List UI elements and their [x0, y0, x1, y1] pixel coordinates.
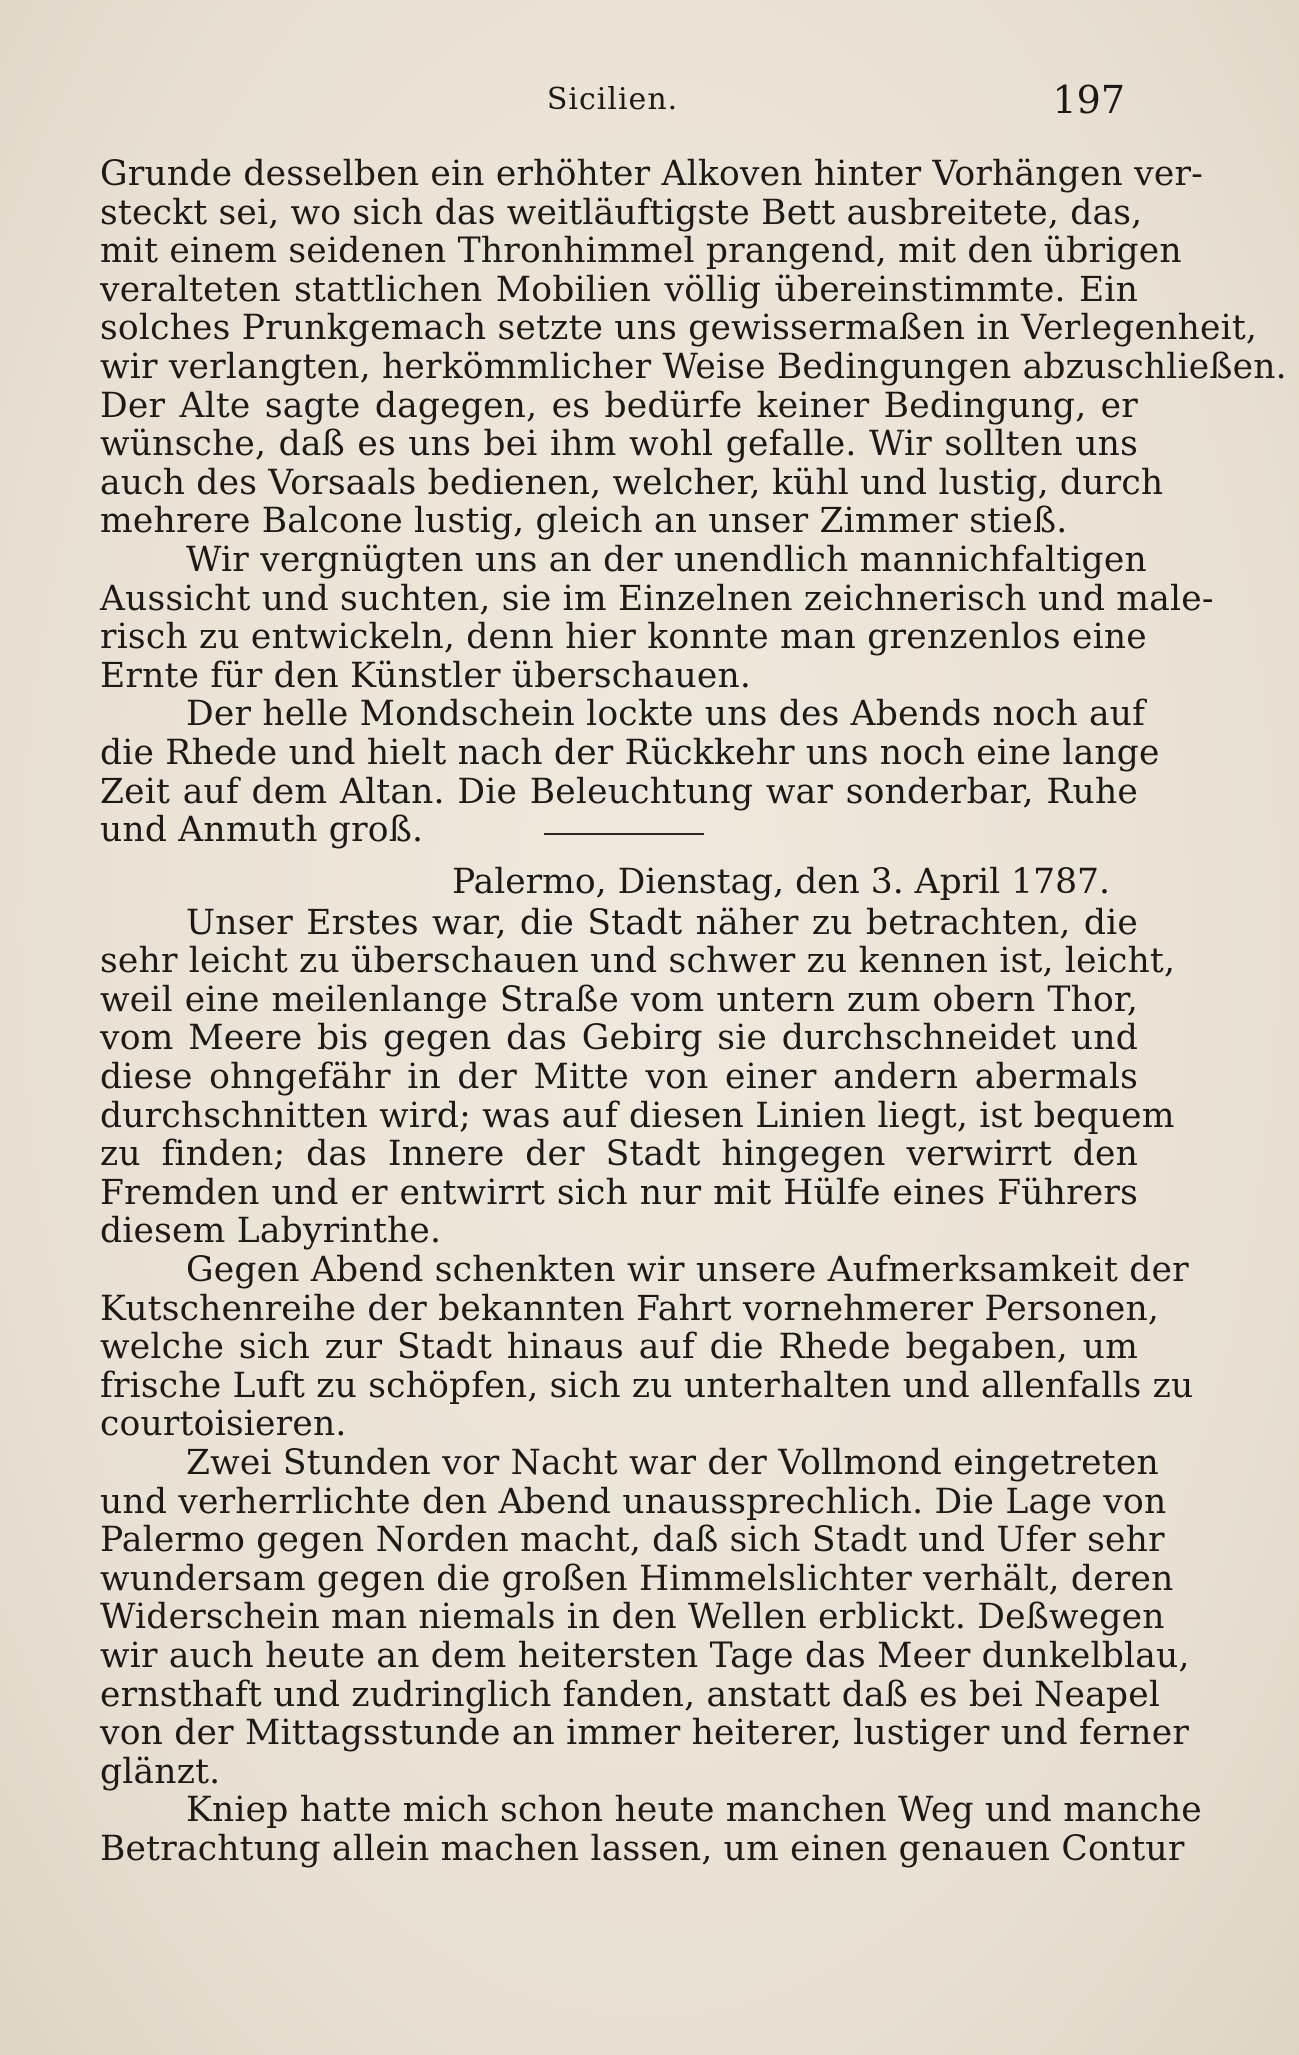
text-line: wundersam gegen die großen Himmelslichter verhält, deren — [100, 1558, 1174, 1599]
text-line: Widerschein man niemals in den Wellen erblickt. Deßwegen — [100, 1597, 1165, 1638]
text-line: zu finden; das Innere der Stadt hingegen verwirrt den — [100, 1134, 1138, 1175]
text-line: Fremden und er entwirrt sich nur mit Hülfe eines Führers — [100, 1172, 1138, 1213]
text-line: sehr leicht zu überschauen und schwer zu kennen ist, leicht, — [100, 941, 1176, 982]
paragraph — [100, 1790, 1202, 1869]
page-header — [100, 78, 1125, 132]
text-line: die Rhede und hielt nach der Rückkehr uns noch eine lange — [100, 732, 1160, 773]
text-line: durchschnitten wird; was auf diesen Linien liegt, ist bequem — [100, 1095, 1175, 1136]
text-line: Zeit auf dem Altan. Die Beleuchtung war sonderbar, Ruhe — [100, 771, 1138, 812]
section-divider — [544, 833, 704, 835]
paragraph — [100, 694, 1160, 851]
text-line: diese ohngefähr in der Mitte von einer andern abermals — [100, 1057, 1138, 1098]
text-line: diesem Labyrinthe. — [100, 1211, 442, 1252]
text-line: Zwei Stunden vor Nacht war der Vollmond eingetreten — [186, 1443, 1159, 1483]
text-line: Aussicht und suchten, sie im Einzelnen zeichnerisch und male- — [100, 578, 1214, 619]
text-line: Ernte für den Künstler überschauen. — [100, 655, 752, 696]
dateline: Palermo, Dienstag, den 3. April 1787. — [452, 861, 1110, 902]
paragraph — [100, 1250, 1194, 1445]
text-line: wir verlangten, herkömmlicher Weise Bedingungen abzuschließen. — [100, 346, 1287, 387]
paragraph — [100, 154, 1287, 542]
text-line: wir auch heute an dem heitersten Tage das Meer dunkelblau, — [100, 1635, 1190, 1676]
text-line: und verherrlichte den Abend unaussprechlich. Die Lage von — [100, 1481, 1167, 1522]
text-line: risch zu entwickeln, denn hier konnte man grenzenlos eine — [100, 617, 1147, 658]
text-line: und Anmuth groß. — [100, 810, 424, 851]
text-line: auch des Vorsaals bedienen, welcher, kühl und lustig, durch — [100, 462, 1164, 503]
text-line: Kutschenreihe der bekannten Fahrt vornehmerer Personen, — [100, 1288, 1160, 1329]
text-line: glänzt. — [100, 1751, 221, 1792]
text-line: courtoisieren. — [100, 1404, 347, 1445]
text-line: von der Mittagsstunde an immer heiterer, lustiger und ferner — [100, 1713, 1190, 1754]
text-line: vom Meere bis gegen das Gebirg sie durchschneidet und — [100, 1018, 1138, 1059]
text-line: Kniep hatte mich schon heute manchen Weg und manche — [186, 1790, 1202, 1831]
text-line-with-rule — [100, 811, 1138, 850]
text-line: mit einem seidenen Thronhimmel prangend, mit den übrigen — [100, 231, 1182, 272]
text-line: veralteten stattlichen Mobilien völlig übereinstimmte. Ein — [100, 269, 1138, 310]
paragraph — [100, 902, 1176, 1252]
page-number: 197 — [1052, 78, 1125, 122]
text-line: weil eine meilenlange Straße vom untern zum obern Thor, — [100, 979, 1138, 1020]
paragraph — [100, 1443, 1190, 1792]
text-line: Grunde desselben ein erhöhter Alkoven hinter Vorhängen ver- — [100, 154, 1203, 194]
text-line: solches Prunkgemach setzte uns gewissermaßen in Verlegenheit, — [100, 308, 1258, 349]
text-line: Palermo gegen Norden macht, daß sich Stadt und Ufer sehr — [100, 1520, 1165, 1561]
running-title: Sicilien. — [546, 82, 679, 117]
text-line: welche sich zur Stadt hinaus auf die Rhede begaben, um — [100, 1327, 1138, 1368]
text-line: mehrere Balcone lustig, gleich an unser Zimmer stieß. — [100, 501, 1068, 542]
text-line: Wir vergnügten uns an der unendlich mannichfaltigen — [186, 539, 1147, 580]
body-text — [100, 154, 1287, 1869]
text-line: Der Alte sagte dagegen, es bedürfe keiner Bedingung, er — [100, 385, 1138, 426]
text-line: ernsthaft und zudringlich fanden, anstatt daß es bei Neapel — [100, 1674, 1161, 1715]
text-line: Unser Erstes war, die Stadt näher zu betrachten, die — [186, 902, 1138, 943]
text-line: wünsche, daß es uns bei ihm wohl gefalle. Wir sollten uns — [100, 424, 1138, 465]
text-line: frische Luft zu schöpfen, sich zu unterhalten und allenfalls zu — [100, 1365, 1194, 1406]
text-line: Betrachtung allein machen lassen, um einen genauen Contur — [100, 1828, 1185, 1869]
paragraph — [100, 539, 1214, 696]
text-line: Gegen Abend schenkten wir unsere Aufmerksamkeit der — [186, 1250, 1189, 1291]
text-line: Der helle Mondschein lockte uns des Abends noch auf — [186, 694, 1146, 735]
text-line: steckt sei, wo sich das weitläuftigste Bett ausbreitete, das, — [100, 192, 1143, 233]
